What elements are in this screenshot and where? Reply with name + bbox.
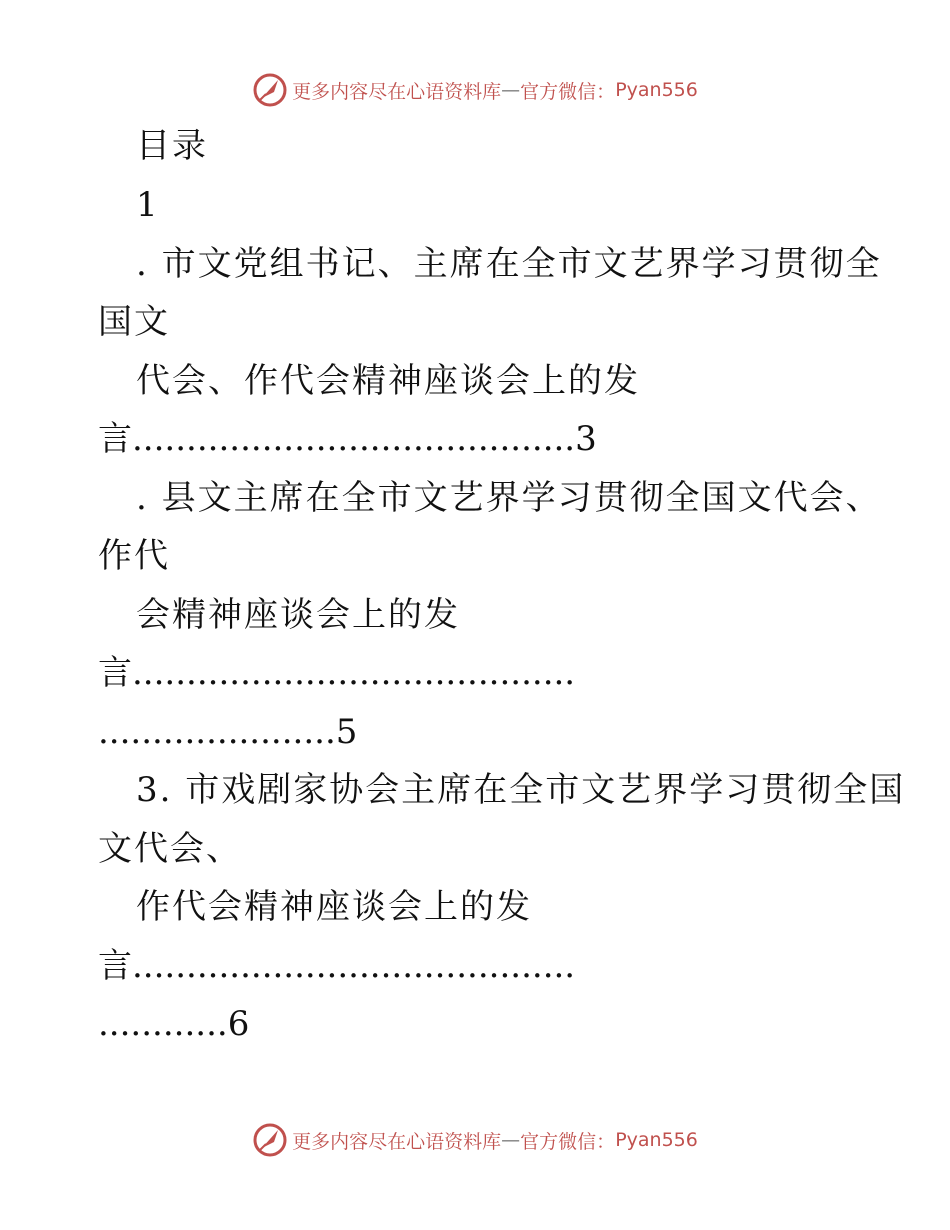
banner-wechat-id: Pyan556	[615, 79, 698, 101]
toc-entry-2-line-3: 会精神座谈会上的发	[136, 595, 460, 635]
toc-number: 1	[136, 185, 160, 225]
toc-entry-2-leader-cont: ......................5	[98, 712, 358, 752]
banner-separator: —	[501, 79, 521, 101]
toc-entry-2-line-2: 作代	[98, 536, 170, 576]
toc-entry-3-line-2: 文代会、	[98, 829, 242, 869]
toc-entry-1-line-3: 代会、作代会精神座谈会上的发	[136, 361, 640, 401]
toc-entry-2-leader: 言.........................................	[98, 653, 576, 693]
toc-entry-3-line-3: 作代会精神座谈会上的发	[136, 887, 532, 927]
toc-entry-3-leader: 言.........................................	[98, 946, 576, 986]
quill-logo-icon	[252, 1122, 288, 1158]
banner-text: 更多内容尽在心语资料库	[292, 1130, 502, 1153]
toc-entry-3-line-1: 3. 市戏剧家协会主席在全市文艺界学习贯彻全国	[136, 770, 906, 810]
toc-entry-1-leader: 言.........................................3	[98, 419, 597, 459]
toc-entry-3-leader-cont: ............6	[98, 1004, 250, 1044]
footer-banner	[0, 1118, 950, 1162]
banner-wechat-id: Pyan556	[615, 1129, 698, 1151]
banner-wechat-label: 官方微信：	[520, 1130, 616, 1153]
banner-separator: —	[501, 1129, 521, 1151]
header-banner	[0, 68, 950, 112]
banner-text: 更多内容尽在心语资料库	[292, 80, 502, 103]
toc-heading: 目录	[136, 126, 208, 166]
toc-entry-1-line-2: 国文	[98, 302, 170, 342]
toc-entry-2-line-1: . 县文主席在全市文艺界学习贯彻全国文代会、	[136, 478, 882, 518]
toc-entry-1-line-1: . 市文党组书记、主席在全市文艺界学习贯彻全	[136, 244, 882, 284]
banner-wechat-label: 官方微信：	[520, 80, 616, 103]
quill-logo-icon	[252, 72, 288, 108]
